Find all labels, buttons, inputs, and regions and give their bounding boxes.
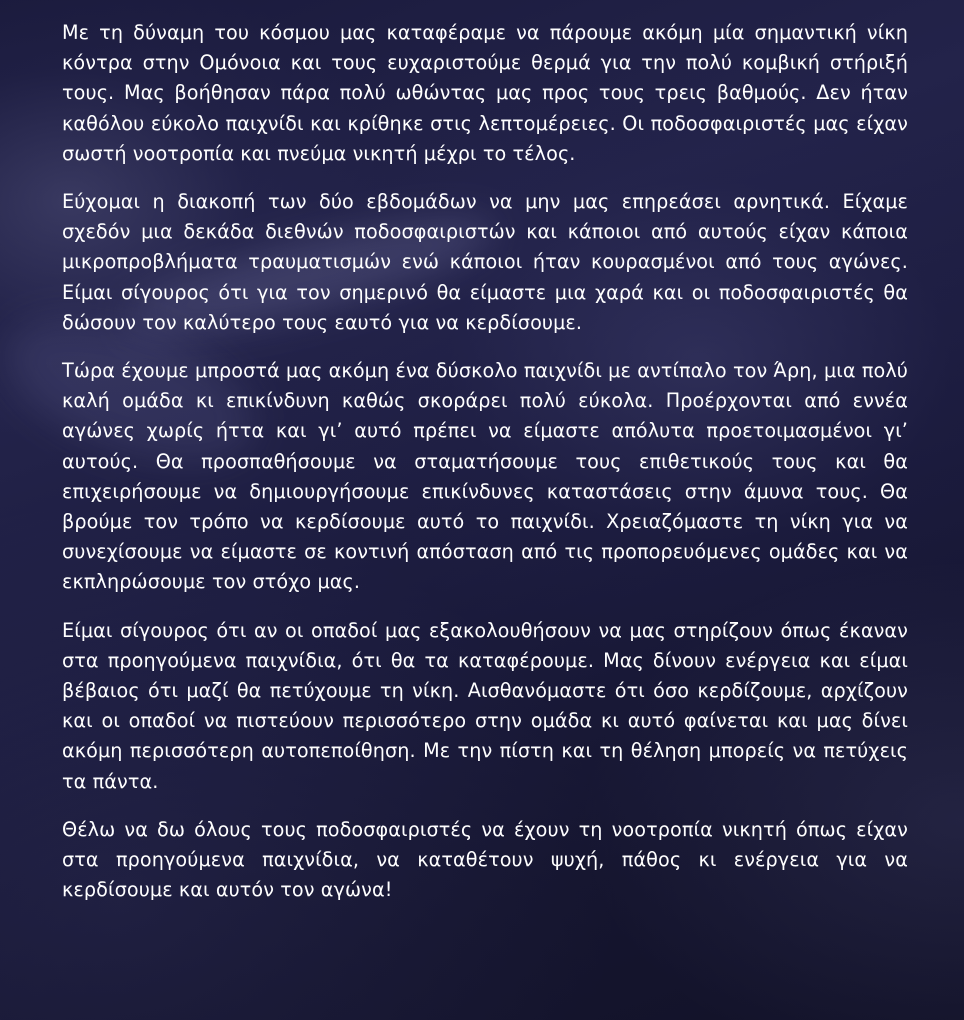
- paragraph-3: Τώρα έχουμε μπροστά μας ακόμη ένα δύσκολο παιχνίδι με αντίπαλο τον Άρη, μια πολύ καλή ομάδα κι επικίνδυνη καθώς σκοράρει πολύ εύκολα. Προέρχονται από εννέα αγώνες χωρίς ήττα και γι’ αυτό πρέπει να είμαστε απόλυτα προετοιμασμένοι γι’ αυτούς. Θα προσπαθήσουμε να σταματήσουμε τους επιθετικούς τους και θα επιχειρήσουμε να δημιουργήσουμε επικίνδυνες καταστάσεις στην άμυνα τους. Θα βρούμε τον τρόπο να κερδίσουμε αυτό το παιχνίδι. Χρειαζόμαστε τη νίκη για να συνεχίσουμε να είμαστε σε κοντινή απόσταση από τις προπορευόμενες ομάδες και να εκπληρώσουμε τον στόχο μας.: [62, 359, 908, 594]
- paragraph-5: Θέλω να δω όλους τους ποδοσφαιριστές να έχουν τη νοοτροπία νικητή όπως είχαν στα προηγούμενα παιχνίδια, να καταθέτουν ψυχή, πάθος κι ενέργεια για να κερδίσουμε και αυτόν τον αγώνα!: [62, 817, 908, 902]
- article-body: [62, 18, 908, 905]
- paragraph-4: Είμαι σίγουρος ότι αν οι οπαδοί μας εξακολουθήσουν να μας στηρίζουν όπως έκαναν στα προηγούμενα παιχνίδια, ότι θα τα καταφέρουμε. Μας δίνουν ενέργεια και είμαι βέβαιος ότι μαζί θα πετύχουμε τη νίκη. Αισθανόμαστε ότι όσο κερδίζουμε, αρχίζουν και οι οπαδοί να πιστεύουν περισσότερο στην ομάδα κι αυτό φαίνεται και μας δίνει ακόμη περισσότερη αυτοπεποίθηση. Με την πίστη και τη θέληση μπορείς να πετύχεις τα πάντα.: [62, 618, 908, 793]
- paragraph-1: Με τη δύναμη του κόσμου μας καταφέραμε να πάρουμε ακόμη μία σημαντική νίκη κόντρα στην Ομόνοια και τους ευχαριστούμε θερμά για την πολύ κομβική στήριξή τους. Μας βοήθησαν πάρα πολύ ωθώντας μας προς τους τρεις βαθμούς. Δεν ήταν καθόλου εύκολο παιχνίδι και κρίθηκε στις λεπτομέρειες. Οι ποδοσφαιριστές μας είχαν σωστή νοοτροπία και πνεύμα νικητή μέχρι το τέλος.: [62, 21, 908, 165]
- paragraph-2: Εύχομαι η διακοπή των δύο εβδομάδων να μην μας επηρεάσει αρνητικά. Είχαμε σχεδόν μια δεκάδα διεθνών ποδοσφαιριστών και κάποιοι από αυτούς είχαν κάποια μικροπροβλήματα τραυματισμών ενώ κάποιοι ήταν κουρασμένοι από τους αγώνες. Είμαι σίγουρος ότι για τον σημερινό θα είμαστε μια χαρά και οι ποδοσφαιριστές θα δώσουν τον καλύτερο τους εαυτό για να κερδίσουμε.: [62, 190, 908, 334]
